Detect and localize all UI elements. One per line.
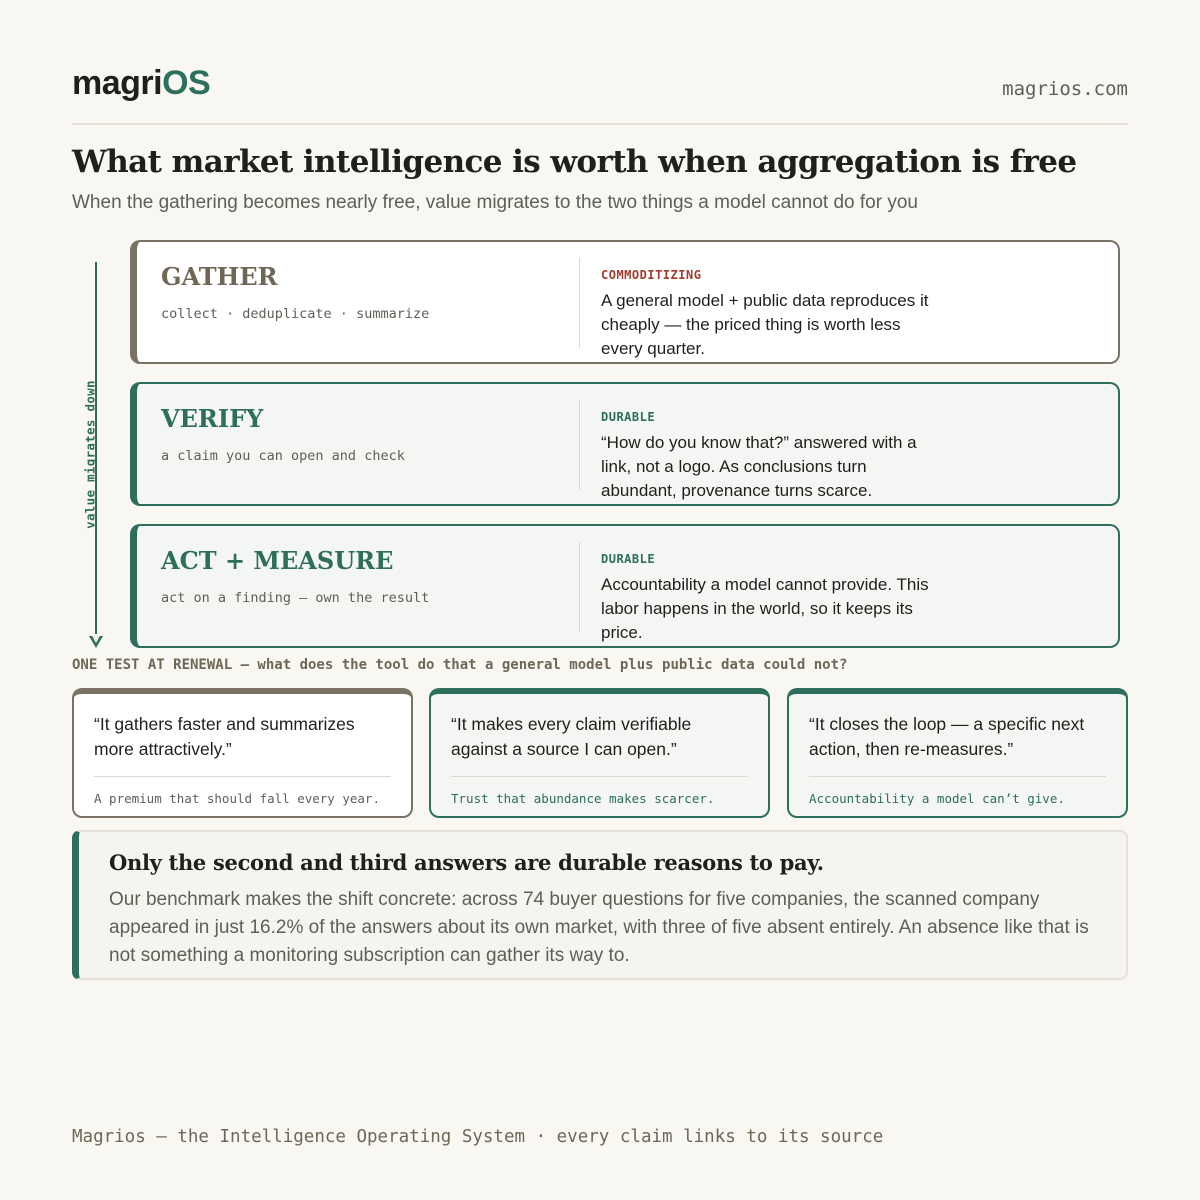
axis-label: value migrates down (82, 380, 98, 529)
answer-verdict: A premium that should fall every year. (94, 791, 380, 806)
answer-card-act (787, 688, 1128, 818)
stage-description: a claim you can open and check (161, 448, 405, 464)
stage-status: COMMODITIZING (601, 268, 702, 282)
stage-gather (130, 240, 1120, 364)
stage-note: A general model + public data reproduces it cheaply — the priced thing is worth less every quarter. (601, 291, 929, 358)
conclusion-panel (72, 830, 1128, 980)
stage-note: “How do you know that?” answered with a link, not a logo. As conclusions turn abundant, provenance turns scarce. (601, 433, 917, 500)
stage-verify (130, 382, 1120, 506)
stage-description: act on a finding — own the result (161, 590, 430, 606)
stage-act-measure (130, 524, 1120, 648)
page-title: What market intelligence is worth when aggregation is free (72, 144, 1077, 180)
conclusion-heading: Only the second and third answers are durable reasons to pay. (109, 850, 824, 875)
page-subtitle: When the gathering becomes nearly free, value migrates to the two things a model cannot do for you (72, 192, 918, 213)
conclusion-body: Our benchmark makes the shift concrete: across 74 buyer questions for five companies, the scanned company appeared in just 16.2% of the answers about its own market, with three of five absent entirely. An absence like that is not something a monitoring subscription can gather its way to. (109, 889, 1089, 966)
stage-status: DURABLE (601, 410, 656, 424)
logo-prefix: magri (72, 64, 163, 102)
answer-verdict: Trust that abundance makes scarcer. (451, 791, 715, 806)
card-divider (94, 776, 391, 777)
logo-suffix: OS (162, 64, 211, 102)
stage-divider (579, 258, 580, 348)
stage-note: Accountability a model cannot provide. This labor happens in the world, so it keeps its price. (601, 575, 929, 642)
answer-card-verify (429, 688, 770, 818)
stage-name: ACT + MEASURE (161, 546, 394, 575)
answer-quote: “It closes the loop — a specific next action, then re-measures.” (809, 714, 1085, 759)
stage-status: DURABLE (601, 552, 656, 566)
answer-card-gather (72, 688, 413, 818)
answer-verdict: Accountability a model can’t give. (809, 791, 1065, 806)
footer-tagline: Magrios — the Intelligence Operating System · every claim links to its source (72, 1127, 884, 1147)
brand-logo[interactable] (72, 64, 210, 103)
card-divider (451, 776, 748, 777)
page (72, 0, 1128, 1200)
answer-quote: “It gathers faster and summarizes more attractively.” (94, 714, 355, 759)
stage-name: GATHER (161, 262, 278, 291)
arrow-down-icon (89, 636, 103, 648)
stage-divider (579, 542, 580, 632)
header-divider (72, 123, 1128, 125)
card-divider (809, 776, 1106, 777)
stage-divider (579, 400, 580, 490)
site-link[interactable]: magrios.com (1002, 78, 1128, 100)
stage-description: collect · deduplicate · summarize (161, 306, 430, 322)
renewal-test: ONE TEST AT RENEWAL — what does the tool do that a general model plus public data could not? (72, 657, 848, 673)
stage-name: VERIFY (161, 404, 264, 433)
answer-quote: “It makes every claim verifiable against a source I can open.” (451, 714, 692, 759)
